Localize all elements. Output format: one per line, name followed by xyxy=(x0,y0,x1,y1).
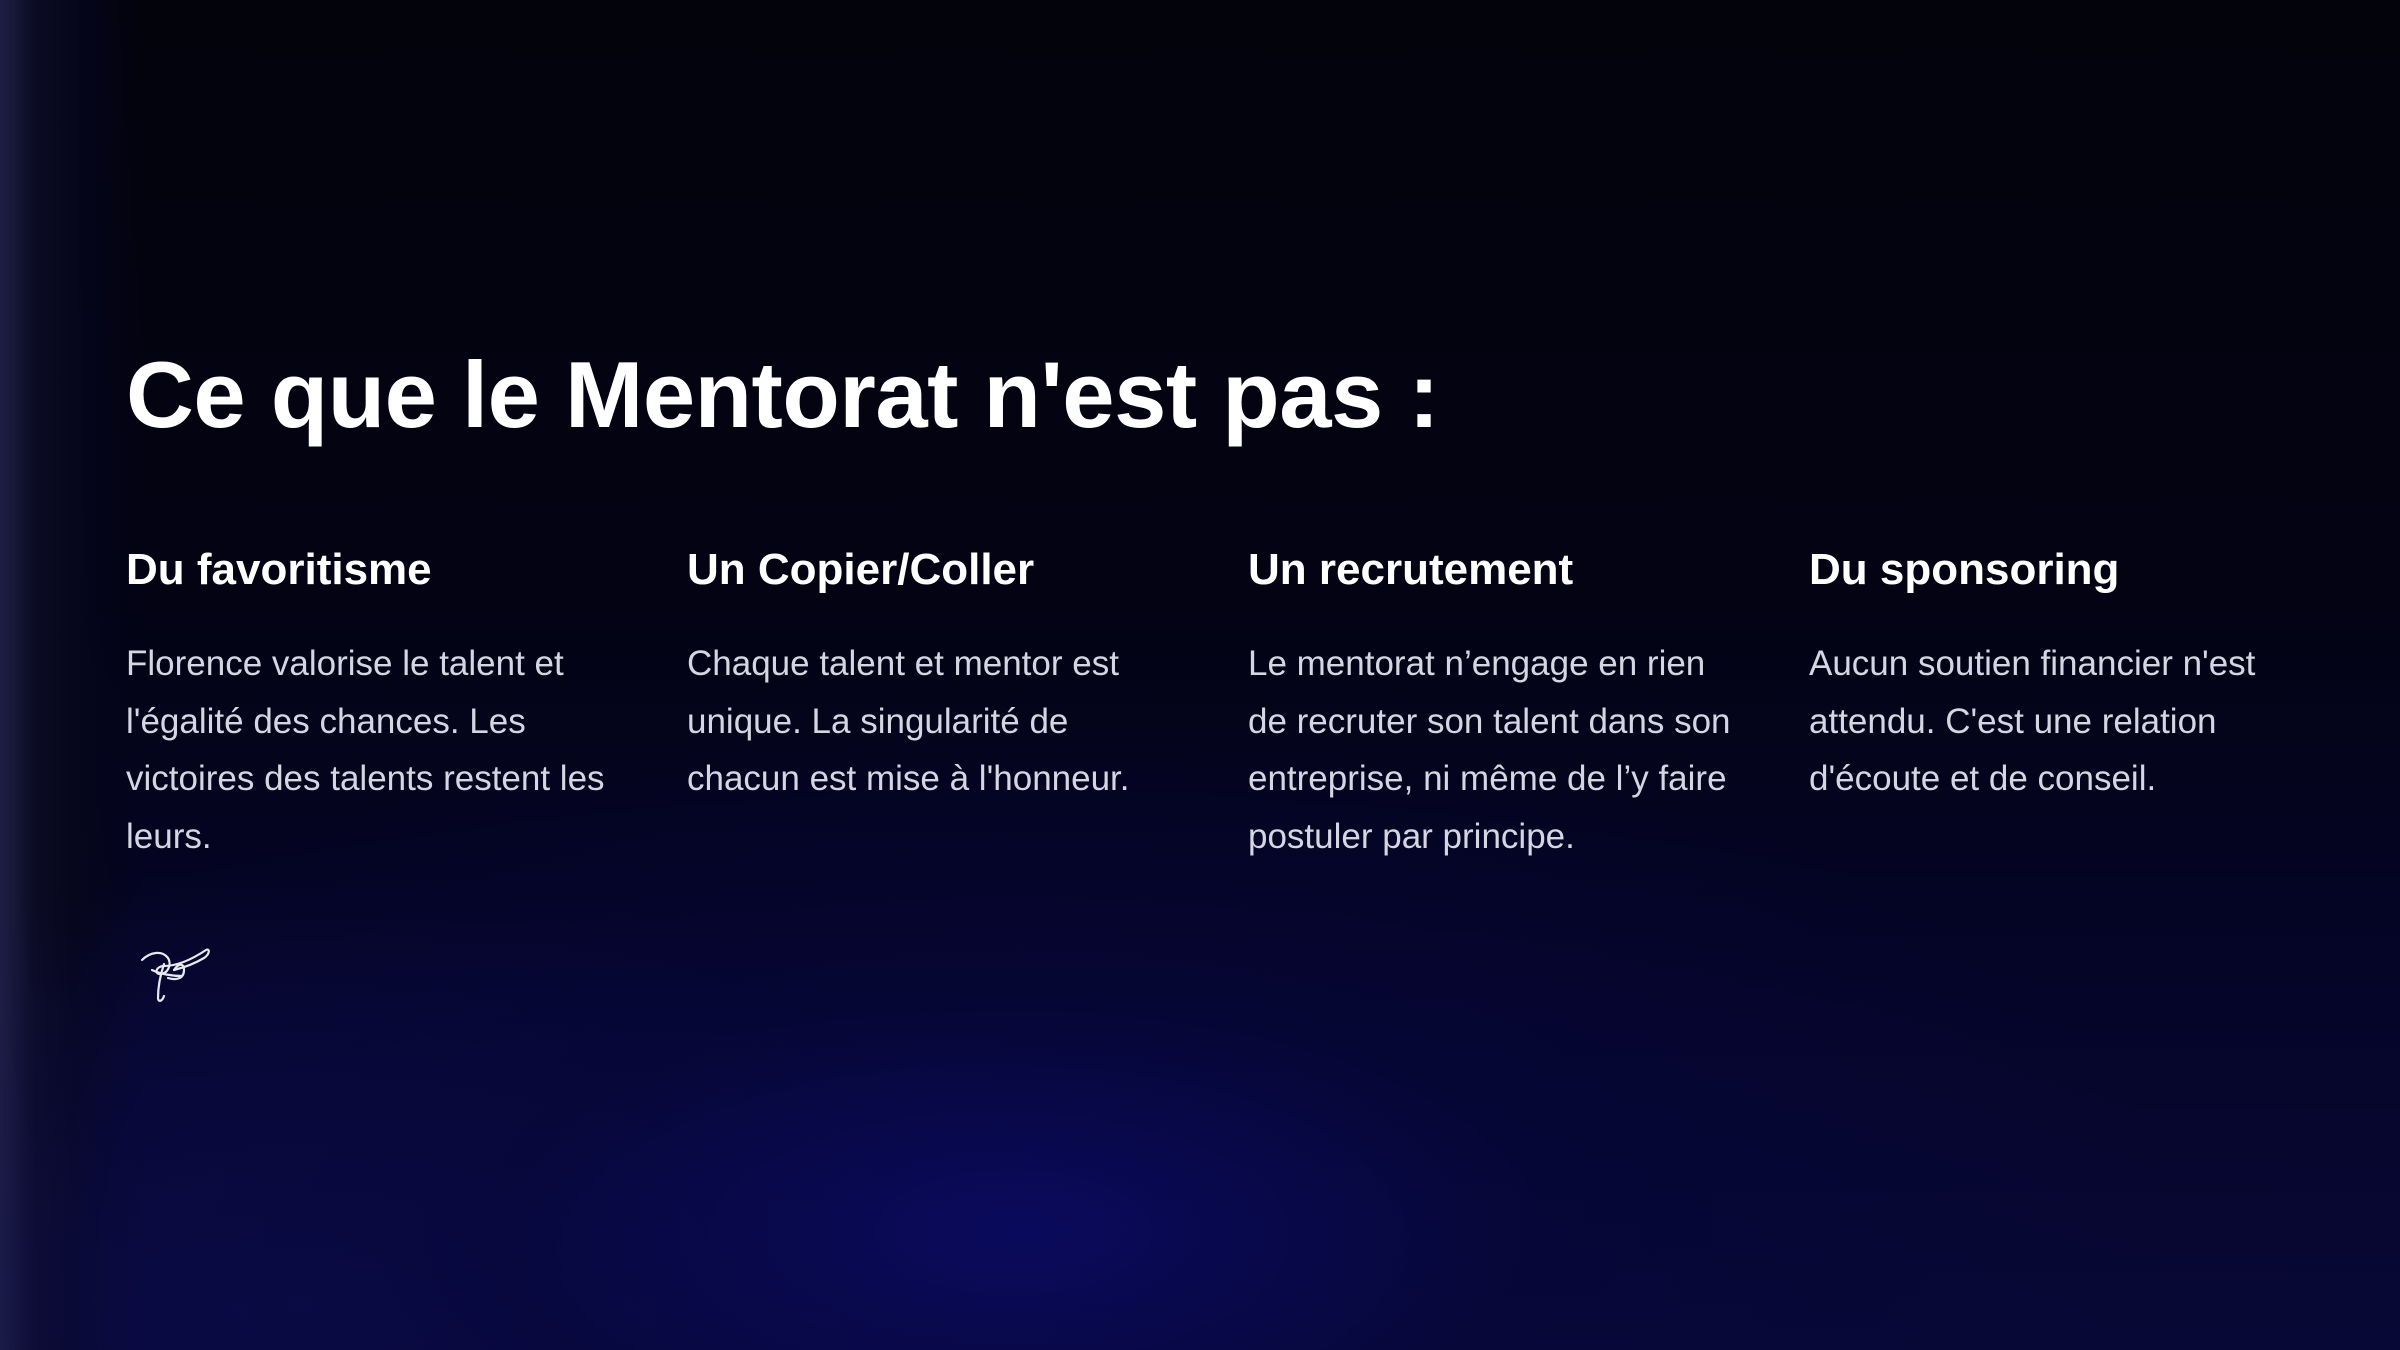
column-heading: Du favoritisme xyxy=(126,545,432,594)
column-text: Aucun soutien financier n'est attendu. C'est une relation d'écoute et de conseil. xyxy=(1809,644,2256,798)
column-heading: Un Copier/Coller xyxy=(687,545,1035,594)
column-heading: Un recrutement xyxy=(1248,545,1574,594)
column-recrutement xyxy=(1248,540,1809,865)
columns-row xyxy=(126,540,2276,865)
column-heading: Du sponsoring xyxy=(1809,545,2120,594)
column-favoritisme xyxy=(126,540,687,865)
column-text: Florence valorise le talent et l'égalité des chances. Les victoires des talents restent les leurs. xyxy=(126,644,605,856)
column-text: Chaque talent et mentor est unique. La singularité de chacun est mise à l'honneur. xyxy=(687,644,1130,798)
column-copier-coller xyxy=(687,540,1248,865)
slide-title: Ce que le Mentorat n'est pas : xyxy=(126,342,1440,447)
column-sponsoring xyxy=(1809,540,2370,865)
signature-logo-icon xyxy=(138,940,214,1006)
column-text: Le mentorat n’engage en rien de recruter son talent dans son entreprise, ni même de l’y faire postuler par principe. xyxy=(1248,644,1731,856)
